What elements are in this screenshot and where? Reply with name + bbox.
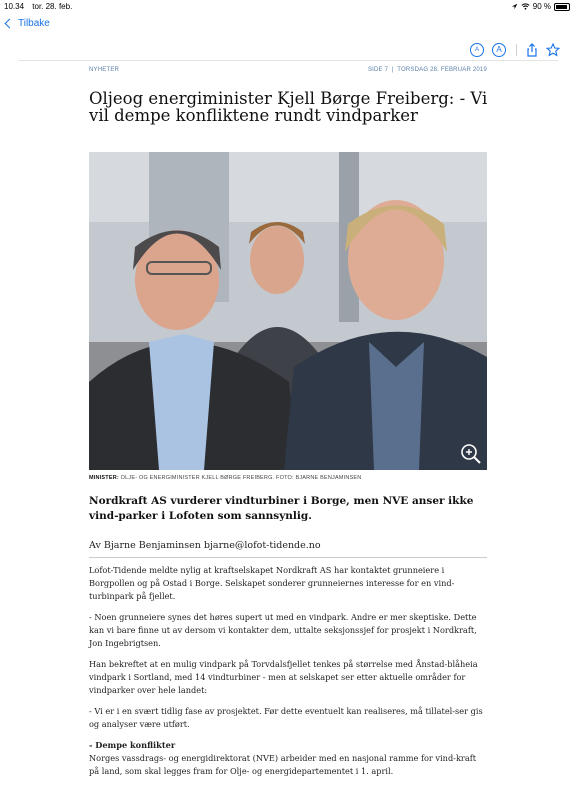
- status-bar: [0, 0, 576, 14]
- battery-icon: [554, 3, 570, 11]
- section-label: NYHETER: [89, 67, 120, 73]
- back-button[interactable]: [6, 18, 50, 29]
- photo-illustration: [89, 152, 487, 470]
- article-photo[interactable]: [89, 152, 487, 470]
- body-paragraph: Han bekreftet at en mulig vindpark på Torvdalsfjellet tenkes på størrelse med Ånstad-blåheia vindpark i Sortland, med 14 vindturbiner - men at selskapet ser etter aktuelle områder for vindparker over hele landet:: [89, 659, 478, 695]
- toolbar-underline: [18, 60, 558, 61]
- nav-bar: [0, 14, 576, 40]
- status-time: 10.34: [4, 2, 25, 11]
- caption-text: OLJE- OG ENERGIMINISTER KJELL BØRGE FREIBERG. FOTO: BJARNE BENJAMINSEN: [118, 475, 362, 481]
- body-paragraph: Norges vassdrags- og energidirektorat (NVE) arbeider med en nasjonal ramme for vind-kraft på land, som skal legges fram for Olje- og energidepartementet i 1. april.: [89, 753, 477, 776]
- body-subhead: - Dempe konflikter: [89, 740, 176, 750]
- reader-toolbar: [0, 40, 576, 62]
- location-icon: [511, 3, 518, 10]
- article-body: [89, 564, 487, 786]
- caption-label: MINISTER:: [89, 475, 119, 481]
- wifi-icon: [521, 3, 530, 10]
- back-label: Tilbake: [18, 18, 50, 29]
- font-larger-icon[interactable]: A: [492, 43, 506, 57]
- toolbar-divider: [516, 44, 517, 56]
- body-paragraph: - Vi er i en svært tidlig fase av prosjektet. Før dette eventuelt kan realiseres, må tillatel-ser gis og analyser være utført.: [89, 706, 483, 729]
- article-headline: Oljeog energiminister Kjell Børge Freiberg: - Vi vil dempe konfliktene rundt vindparker: [89, 89, 488, 125]
- status-date: tor. 28. feb.: [32, 2, 73, 11]
- star-icon[interactable]: [546, 43, 560, 57]
- font-smaller-icon[interactable]: A: [470, 43, 484, 57]
- body-paragraph: - Noen grunneiere synes det høres supert ut med en vindpark. Andre er mer skeptiske. Dette kan vi bare finne ut av dersom vi kontakter dem, uttalte seksjonssjef for prosjekt i Nordkraft, Jon Ingebrigtsen.: [89, 612, 477, 648]
- chevron-left-icon: [5, 19, 15, 29]
- article-lead: Nordkraft AS vurderer vindturbiner i Borge, men NVE anser ikke vind-parker i Lofoten som sannsynlig.: [89, 495, 474, 522]
- photo-caption: [89, 475, 487, 481]
- share-icon[interactable]: [525, 43, 539, 57]
- battery-percent: 90 %: [532, 2, 551, 11]
- article-byline: Av Bjarne Benjaminsen bjarne@lofot-tidende.no: [89, 540, 487, 558]
- body-paragraph: Lofot-Tidende meldte nylig at kraftselskapet Nordkraft AS har kontaktet grunneiere i Borgpollen og på Ostad i Borge. Selskapet sonderer grunneiernes interesse for en vind-turbinpark på fjellet.: [89, 565, 455, 601]
- page-info: SIDE 7 | TORSDAG 28. FEBRUAR 2019: [367, 67, 487, 73]
